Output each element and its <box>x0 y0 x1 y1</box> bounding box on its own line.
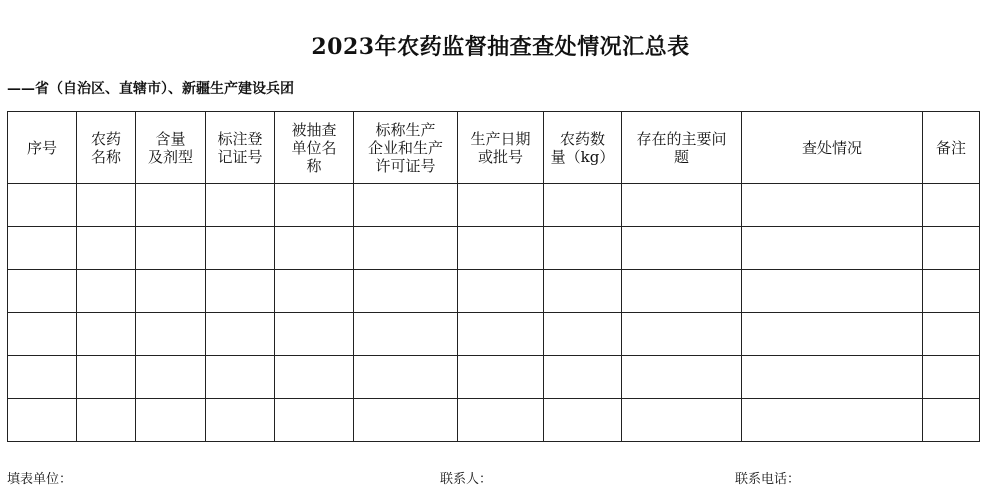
table-cell[interactable] <box>923 399 980 442</box>
table-cell[interactable] <box>544 270 622 313</box>
table-cell[interactable] <box>206 227 275 270</box>
table-cell[interactable] <box>544 227 622 270</box>
table-cell[interactable] <box>458 227 544 270</box>
table-cell[interactable] <box>354 399 458 442</box>
table-row <box>8 399 980 442</box>
table-cell[interactable] <box>77 270 136 313</box>
table-cell[interactable] <box>8 184 77 227</box>
table-cell[interactable] <box>622 399 742 442</box>
contact-phone-label: 联系电话： <box>735 472 801 487</box>
header-label: 查处情况 <box>801 138 862 157</box>
header-cell <box>354 112 458 184</box>
header-cell <box>742 112 923 184</box>
table-cell[interactable] <box>544 356 622 399</box>
contact-person-label: 联系人： <box>440 472 493 487</box>
header-cell <box>206 112 275 184</box>
header-cell <box>622 112 742 184</box>
table-row <box>8 313 980 356</box>
table-cell[interactable] <box>77 356 136 399</box>
table-cell[interactable] <box>458 313 544 356</box>
table-cell[interactable] <box>136 270 206 313</box>
table-cell[interactable] <box>742 313 923 356</box>
table-cell[interactable] <box>77 399 136 442</box>
header-label: 农药数 量（kg） <box>550 129 615 166</box>
header-label: 存在的主要问 题 <box>636 129 727 166</box>
table-cell[interactable] <box>275 313 354 356</box>
table-cell[interactable] <box>275 356 354 399</box>
header-row <box>8 112 980 184</box>
header-cell <box>77 112 136 184</box>
table-cell[interactable] <box>8 313 77 356</box>
table-cell[interactable] <box>136 313 206 356</box>
table-cell[interactable] <box>742 356 923 399</box>
header-label: 标称生产 企业和生产 许可证号 <box>367 120 443 175</box>
header-label: 备注 <box>935 138 966 157</box>
table-cell[interactable] <box>544 399 622 442</box>
table-body <box>8 184 980 442</box>
table-cell[interactable] <box>742 227 923 270</box>
header-label: 被抽查 单位名 称 <box>291 120 337 175</box>
table-row <box>8 184 980 227</box>
table-cell[interactable] <box>742 399 923 442</box>
header-cell <box>275 112 354 184</box>
table-cell[interactable] <box>77 184 136 227</box>
header-cell <box>544 112 622 184</box>
table-cell[interactable] <box>923 313 980 356</box>
table-cell[interactable] <box>8 399 77 442</box>
subtitle: ——省（自治区、直辖市）、新疆生产建设兵团 <box>7 81 294 97</box>
table-cell[interactable] <box>923 227 980 270</box>
table-cell[interactable] <box>8 227 77 270</box>
table-cell[interactable] <box>458 399 544 442</box>
table-cell[interactable] <box>206 356 275 399</box>
table-cell[interactable] <box>136 184 206 227</box>
table-cell[interactable] <box>275 270 354 313</box>
table-cell[interactable] <box>458 184 544 227</box>
header-label: 含量 及剂型 <box>147 129 193 166</box>
table-cell[interactable] <box>622 313 742 356</box>
table-cell[interactable] <box>275 184 354 227</box>
table-cell[interactable] <box>77 227 136 270</box>
table-cell[interactable] <box>544 184 622 227</box>
table-row <box>8 227 980 270</box>
page-title: 2023年农药监督抽查查处情况汇总表 <box>311 34 690 60</box>
header-label: 生产日期 或批号 <box>470 129 531 166</box>
table-cell[interactable] <box>742 270 923 313</box>
table-cell[interactable] <box>622 184 742 227</box>
table-row <box>8 356 980 399</box>
table-cell[interactable] <box>275 227 354 270</box>
table-cell[interactable] <box>77 313 136 356</box>
header-cell <box>458 112 544 184</box>
table-cell[interactable] <box>354 270 458 313</box>
table-cell[interactable] <box>923 356 980 399</box>
fill-unit-label: 填表单位： <box>7 472 73 487</box>
table-cell[interactable] <box>136 399 206 442</box>
table-cell[interactable] <box>354 313 458 356</box>
table-cell[interactable] <box>8 356 77 399</box>
table-cell[interactable] <box>544 313 622 356</box>
summary-table <box>7 111 980 442</box>
table-cell[interactable] <box>354 356 458 399</box>
table-cell[interactable] <box>622 227 742 270</box>
table-cell[interactable] <box>206 399 275 442</box>
table-cell[interactable] <box>622 356 742 399</box>
table-cell[interactable] <box>8 270 77 313</box>
table-cell[interactable] <box>275 399 354 442</box>
header-label: 农药 名称 <box>90 129 121 166</box>
table-cell[interactable] <box>206 270 275 313</box>
table-cell[interactable] <box>354 184 458 227</box>
header-cell <box>136 112 206 184</box>
table-cell[interactable] <box>136 227 206 270</box>
header-label: 序号 <box>26 138 57 157</box>
table-cell[interactable] <box>742 184 923 227</box>
table-row <box>8 270 980 313</box>
table-cell[interactable] <box>458 356 544 399</box>
table-cell[interactable] <box>458 270 544 313</box>
header-label: 标注登 记证号 <box>217 129 263 166</box>
table-cell[interactable] <box>206 184 275 227</box>
table-cell[interactable] <box>136 356 206 399</box>
header-cell <box>8 112 77 184</box>
table-cell[interactable] <box>206 313 275 356</box>
table-cell[interactable] <box>354 227 458 270</box>
header-cell <box>923 112 980 184</box>
table-cell[interactable] <box>622 270 742 313</box>
table-cell[interactable] <box>923 270 980 313</box>
table-cell[interactable] <box>923 184 980 227</box>
